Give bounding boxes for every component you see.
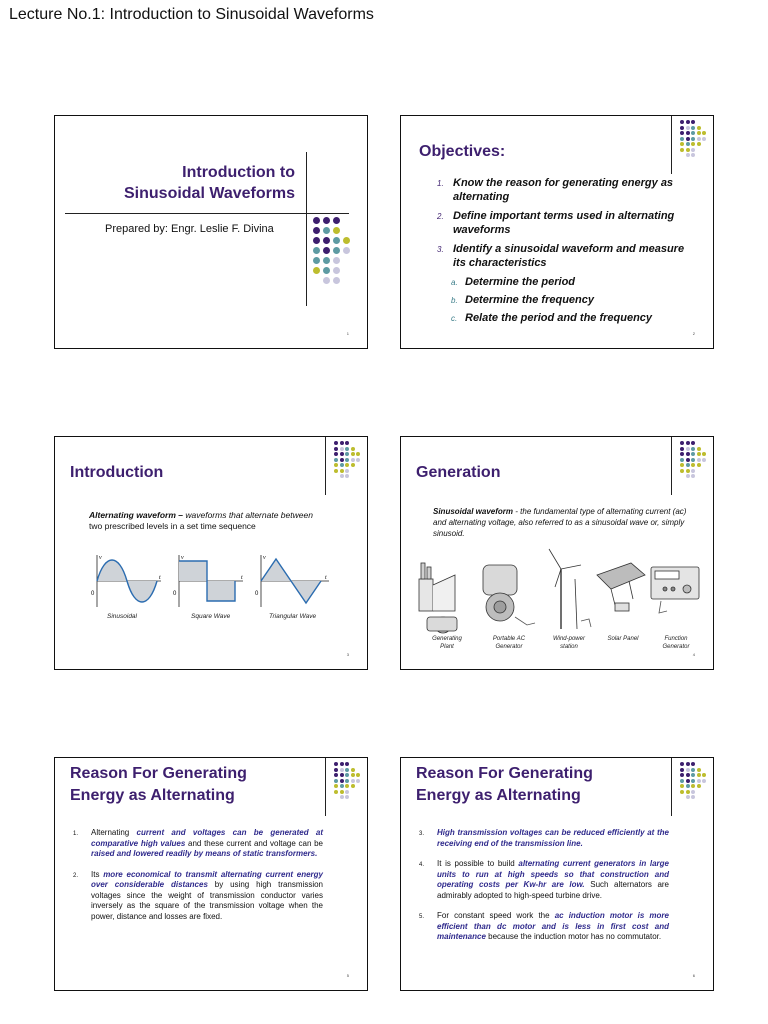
body-text: Such alternators are admirably adopted to high-speed turbine drive. bbox=[437, 880, 670, 900]
reasons-list bbox=[415, 828, 669, 953]
list-item bbox=[69, 828, 323, 860]
body-text: because the induction motor has no commutator. bbox=[485, 932, 662, 941]
definition-text: Sinusoidal waveform - the fundamental type of alternating current (ac) and alternating voltage, also referred to as a sinusoidal wave or, simply sinusoid. bbox=[433, 507, 687, 538]
caption: Wind-power station bbox=[553, 636, 585, 650]
definition-text: Alternating waveform – waveforms that alternate between two prescribed levels in a set time sequence bbox=[89, 510, 313, 531]
slide-number: 4 bbox=[692, 652, 695, 657]
list-number: 3. bbox=[419, 831, 425, 837]
body-text: by using high transmission voltages since the weight of transmission conductor varies inversely as the square of the transmission voltage when the power, distance and losses are fixed. bbox=[91, 880, 323, 921]
list-number: 5. bbox=[419, 914, 425, 920]
slide-4 bbox=[400, 436, 714, 670]
wave-label: Sinusoidal bbox=[107, 613, 137, 620]
list-item: 3. Identify a sinusoidal waveform and measure its characteristics bbox=[437, 243, 685, 269]
divider-vertical bbox=[671, 437, 672, 495]
slide-3 bbox=[54, 436, 368, 670]
generating-plant-icon bbox=[419, 563, 457, 633]
list-item: 1. Know the reason for generating energy as alternating bbox=[437, 177, 674, 203]
divider-vertical bbox=[671, 116, 672, 174]
list-item: 2. Define important terms used in alternating waveforms bbox=[437, 210, 675, 236]
axis-zero-label: 0 bbox=[91, 591, 95, 597]
divider-vertical bbox=[306, 152, 307, 306]
highlighted-text: raised and lowered readily by means of static transformers. bbox=[91, 849, 318, 858]
highlighted-text: more economical to transmit alternating current energy over considerable distances bbox=[91, 869, 323, 889]
slide-6 bbox=[400, 757, 714, 991]
svg-text:t: t bbox=[325, 575, 327, 581]
highlighted-text: alternating current generators in large units to run at high speeds so that construction and operating costs per Kw-hr are low. bbox=[437, 859, 669, 889]
waveforms-diagram bbox=[85, 549, 335, 611]
slide-number: 6 bbox=[692, 973, 695, 978]
divider-horizontal bbox=[65, 213, 349, 214]
highlighted-text: ac induction motor is more efficient than dc motor and is less in first cost and maintenance bbox=[437, 911, 669, 941]
list-item bbox=[69, 870, 323, 923]
list-number: 2. bbox=[73, 872, 79, 879]
generation-sources-illustration bbox=[415, 545, 701, 635]
slide-heading: Generation bbox=[416, 464, 501, 481]
square-wave-diagram bbox=[173, 555, 243, 607]
body-text: and these current and voltage can be bbox=[185, 838, 323, 848]
slide-heading: Reason For Generating Energy as Alternating bbox=[70, 765, 247, 804]
slide-heading: Reason For Generating Energy as Alternating bbox=[416, 765, 593, 804]
body-text: Alternating bbox=[91, 828, 137, 837]
prepared-by: Prepared by: Engr. Leslie F. Divina bbox=[105, 223, 274, 235]
slide-heading: Objectives: bbox=[419, 143, 506, 160]
list-item bbox=[415, 859, 669, 901]
triangular-wave-diagram bbox=[255, 555, 329, 607]
caption: Generating Plant bbox=[432, 636, 462, 650]
slide-title: Introduction to Sinusoidal Waveforms bbox=[124, 164, 295, 202]
wave-label: Square Wave bbox=[191, 613, 231, 620]
slide-2 bbox=[400, 115, 714, 349]
reasons-list bbox=[69, 828, 323, 932]
axis-v-label: v bbox=[99, 555, 102, 561]
svg-text:v: v bbox=[181, 555, 184, 561]
list-number: 4. bbox=[419, 862, 425, 868]
list-item bbox=[415, 828, 669, 849]
svg-text:0: 0 bbox=[255, 591, 259, 597]
list-number: 1. bbox=[73, 831, 79, 837]
svg-text:0: 0 bbox=[173, 591, 177, 597]
svg-text:v: v bbox=[263, 555, 266, 561]
divider-vertical bbox=[325, 437, 326, 495]
highlighted-text: current and voltages can be generated at comparative high values bbox=[91, 828, 324, 848]
wave-label: Triangular Wave bbox=[269, 613, 317, 620]
caption: Portable AC Generator bbox=[492, 636, 526, 650]
wind-turbine-icon bbox=[549, 549, 591, 629]
solar-panel-icon bbox=[597, 563, 645, 611]
objectives-list bbox=[431, 176, 693, 329]
list-item bbox=[415, 911, 669, 943]
axis-t-label: t bbox=[159, 575, 161, 581]
slide-number: 1 bbox=[346, 331, 349, 336]
divider-vertical bbox=[671, 758, 672, 816]
slide-1 bbox=[54, 115, 368, 349]
slide-number: 5 bbox=[346, 973, 349, 978]
page-title: Lecture No.1: Introduction to Sinusoidal Waveforms bbox=[9, 6, 374, 23]
portable-generator-icon bbox=[483, 565, 535, 625]
caption: Solar Panel bbox=[607, 636, 639, 642]
caption: Function Generator bbox=[662, 636, 690, 650]
svg-text:t: t bbox=[241, 575, 243, 581]
slide-5 bbox=[54, 757, 368, 991]
body-text: Its bbox=[91, 869, 104, 879]
slide-number: 2 bbox=[692, 331, 695, 336]
list-subitem: b. Determine the frequency bbox=[451, 294, 594, 306]
list-subitem: a. Determine the period bbox=[451, 276, 576, 288]
highlighted-text: High transmission voltages can be reduced efficiently at the receiving end of the transmission line. bbox=[437, 828, 669, 848]
function-generator-icon bbox=[651, 567, 699, 613]
list-subitem: c. Relate the period and the frequency bbox=[451, 312, 653, 324]
slide-heading: Introduction bbox=[70, 464, 164, 481]
divider-vertical bbox=[325, 758, 326, 816]
body-text: It is possible to build bbox=[437, 859, 519, 868]
body-text: For constant speed work the bbox=[437, 911, 555, 920]
slide-number: 3 bbox=[346, 652, 349, 657]
sinusoidal-wave-diagram bbox=[91, 555, 161, 607]
